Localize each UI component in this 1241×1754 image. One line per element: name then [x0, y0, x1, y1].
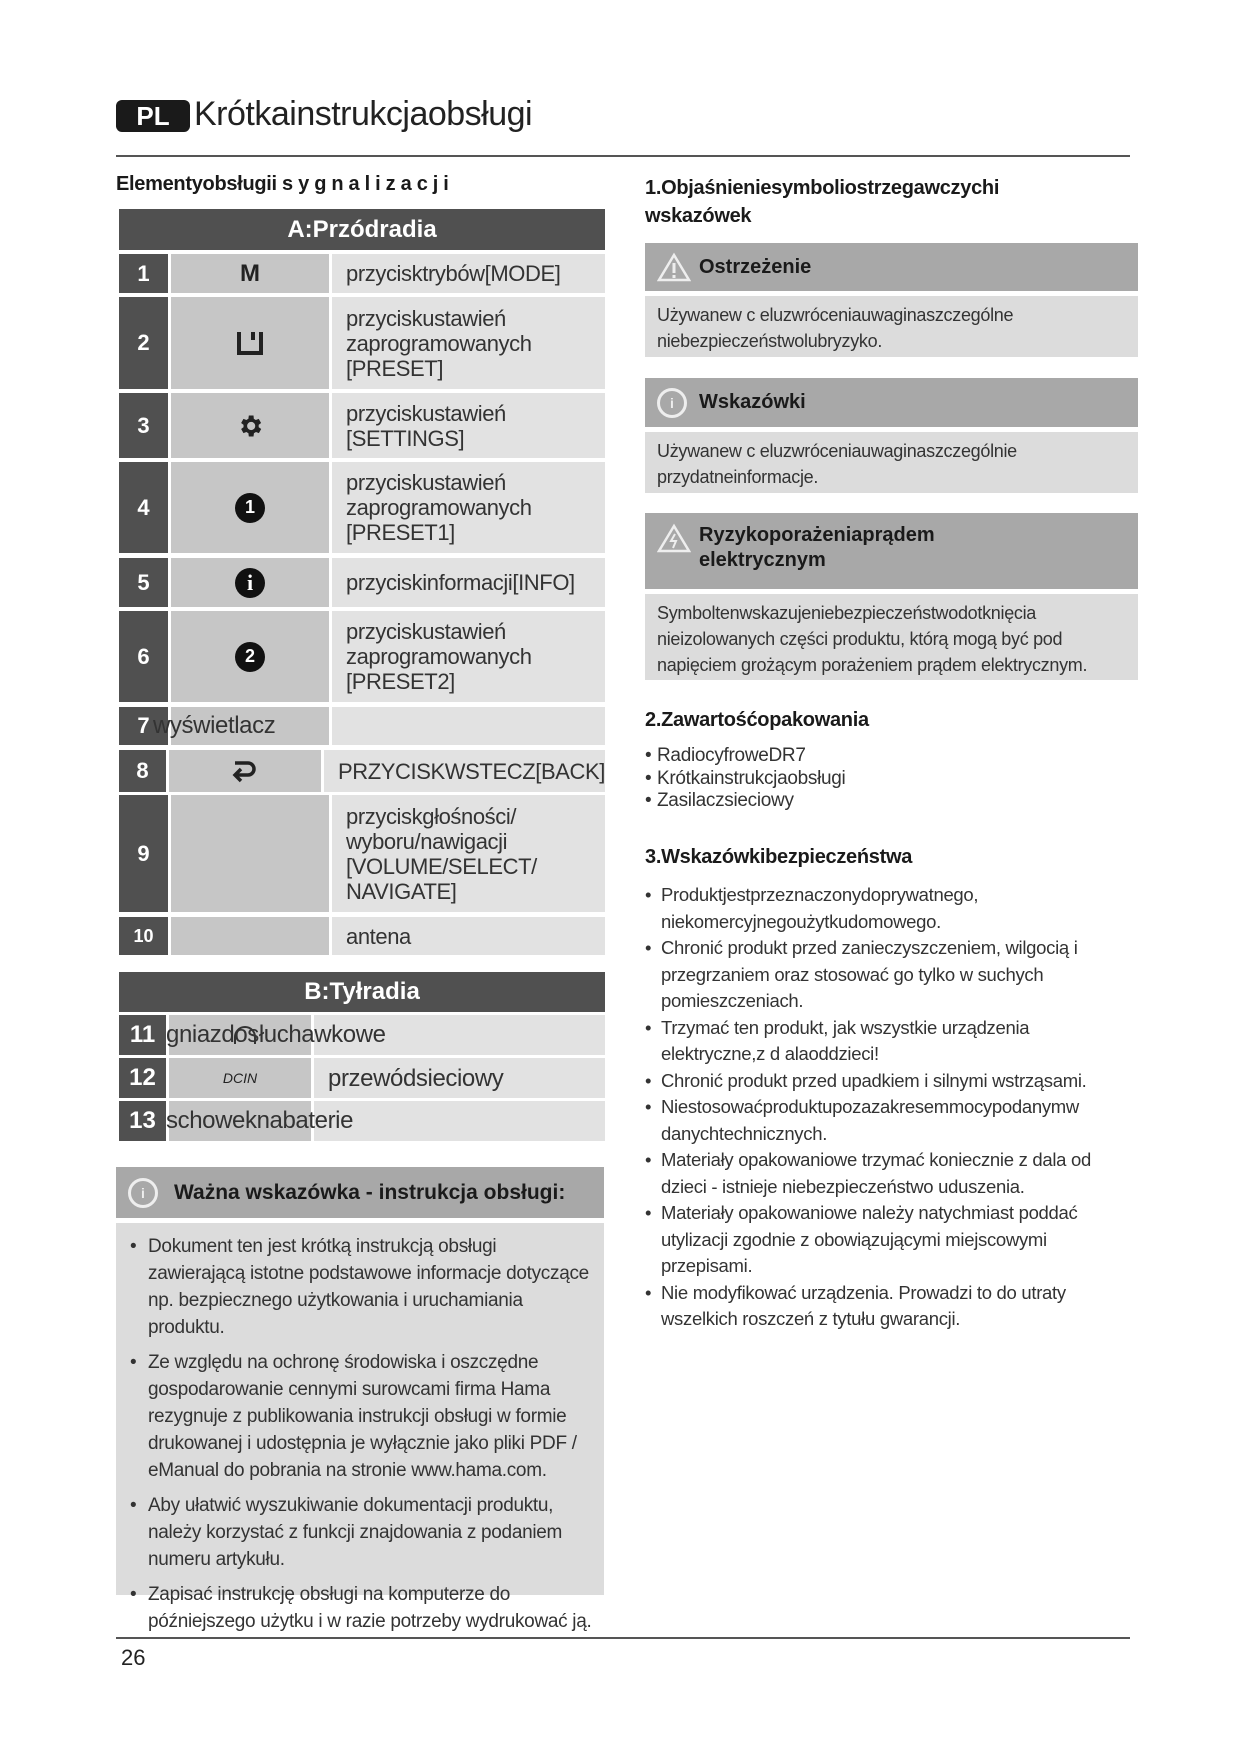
warning-icon	[657, 252, 691, 282]
row-number: 7	[119, 707, 168, 745]
table-back-title: B:Tyłradia	[119, 972, 605, 1012]
table-row	[119, 254, 605, 293]
hint-box	[645, 378, 1138, 493]
list-item: • Aby ułatwić wyszukiwanie dokumentacji produktu, należy korzystać z funkcji znajdowania z podaniem numeru artykułu.	[130, 1492, 594, 1573]
preset-1-icon	[171, 462, 329, 553]
table-row	[119, 750, 605, 792]
row-number: 8	[119, 750, 166, 792]
footer-divider	[116, 1637, 1130, 1639]
mode-icon: M	[171, 254, 329, 293]
box-title: Wskazówki	[699, 391, 806, 413]
table-row	[119, 1058, 605, 1098]
row-number: 12	[119, 1058, 166, 1098]
row-description: przyciskustawień zaprogramowanych [PRESET1]	[332, 462, 605, 553]
back-arrow-icon	[169, 750, 321, 792]
list-item: • Niestosowaćproduktupozazakresemmocypodanymw danychtechnicznych.	[645, 1094, 1125, 1147]
row-description: przyciskustawień zaprogramowanych [PRESET2]	[332, 611, 605, 702]
section-1-heading: 1.Objaśnieniesymboliostrzegawczychi wskazówek	[645, 177, 1000, 227]
table-front	[119, 209, 605, 959]
warning-box	[645, 243, 1138, 357]
preset-1-label: 1	[235, 493, 265, 523]
list-item: • Materiały opakowaniowe należy natychmiast poddać utylizacji zgodnie z obowiązującymi miejscowymi przepisami.	[645, 1200, 1125, 1280]
list-item: • Zapisać instrukcję obsługi na komputerze do późniejszego użytku i w razie potrzeby wydrukować ją.	[130, 1581, 594, 1635]
preset-2-icon	[171, 611, 329, 702]
row-description: przyciskustawień zaprogramowanych [PRESET]	[332, 297, 605, 389]
row-description: przyciskinformacji[INFO]	[332, 558, 605, 607]
list-item: • Chronić produkt przed zanieczyszczeniem, wilgocią i przegrzaniem oraz stosować go tylko w suchych pomieszczeniach.	[645, 935, 1125, 1015]
controls-heading: Elementyobsługii s y g n a l i z a c j i	[116, 173, 449, 195]
table-row	[119, 297, 605, 389]
language-badge: PL	[116, 100, 190, 132]
list-item: • Dokument ten jest krótką instrukcją obsługi zawierającą istotne podstawowe informacje dotyczące np. bezpiecznego użytkowania i uruchamiania produktu.	[130, 1233, 594, 1341]
info-icon: i	[657, 388, 687, 418]
important-note-title: Ważna wskazówka - instrukcja obsługi:	[174, 1180, 566, 1204]
list-item: • Zasilaczsieciowy	[645, 790, 1125, 813]
header-divider	[116, 155, 1130, 157]
table-row	[119, 917, 605, 955]
row-number: 1	[119, 254, 168, 293]
table-row	[119, 1015, 605, 1055]
box-body: Używanew c eluzwróceniauwaginaszczególnie przydatneinformacje.	[645, 432, 1138, 493]
table-front-title: A:Przódradia	[119, 209, 605, 250]
table-row	[119, 393, 605, 458]
row-description: antena	[332, 917, 605, 955]
table-row	[119, 795, 605, 912]
info-icon: i	[128, 1178, 158, 1208]
row-number: 11	[119, 1015, 166, 1055]
row-description: gniazdosłuchawkowe	[166, 1021, 386, 1048]
preset-2-label: 2	[235, 642, 265, 672]
section-2-heading: 2.Zawartośćopakowania	[645, 709, 869, 731]
row-number: 10	[119, 917, 168, 955]
important-note-box	[116, 1167, 604, 1632]
row-number: 5	[119, 558, 168, 607]
row-number: 2	[119, 297, 168, 389]
electric-shock-box	[645, 513, 1138, 680]
table-row	[119, 462, 605, 553]
row-description: przewódsieciowy	[314, 1058, 605, 1098]
list-item: • Produktjestprzeznaczonydoprywatnego, niekomercyjnegoużytkudomowego.	[645, 882, 1125, 935]
box-title: Ostrzeżenie	[699, 255, 812, 278]
info-icon: i	[171, 558, 329, 607]
row-description: PRZYCISKWSTECZ[BACK]	[324, 750, 605, 792]
electric-shock-icon	[657, 523, 691, 553]
row-description: wyświetlacz	[153, 712, 276, 739]
row-number: 3	[119, 393, 168, 458]
list-item: • Materiały opakowaniowe trzymać koniecznie z dala od dzieci - istnieje niebezpieczeństwo uduszenia.	[645, 1147, 1125, 1200]
table-row	[119, 611, 605, 702]
preset-save-icon	[171, 297, 329, 389]
row-number: 9	[119, 795, 168, 912]
box-body: Używanew c eluzwróceniauwaginaszczególne niebezpieczeństwolubryzyko.	[645, 296, 1138, 357]
list-item: • Nie modyfikować urządzenia. Prowadzi to do utraty wszelkich roszczeń z tytułu gwarancji.	[645, 1280, 1125, 1333]
gear-icon	[171, 393, 329, 458]
list-item: • Ze względu na ochronę środowiska i oszczędne gospodarowanie cennymi surowcami firma Hama rezygnuje z publikowania instrukcji obsługi w formie drukowanej i udostępnia je wyłącznie jako pliki PDF / eManual do pobrania na stronie www.hama.com.	[130, 1349, 594, 1484]
page-title: Krótkainstrukcjaobsługi	[194, 95, 533, 133]
table-row	[119, 558, 605, 607]
row-description: schoweknabaterie	[166, 1107, 354, 1134]
row-number: 4	[119, 462, 168, 553]
box-title: Ryzykoporażeniaprądem elektrycznym	[699, 524, 935, 571]
page-number: 26	[121, 1645, 146, 1670]
row-description: przyciskgłośności/ wyboru/nawigacji [VOLUME/SELECT/ NAVIGATE]	[332, 795, 605, 912]
row-number: 13	[119, 1101, 166, 1141]
row-description: przyciskustawień [SETTINGS]	[332, 393, 605, 458]
list-item: • Chronić produkt przed upadkiem i silnymi wstrząsami.	[645, 1068, 1125, 1095]
section-3-heading: 3.Wskazówkibezpieczeństwa	[645, 846, 913, 868]
box-body: Symboltenwskazujeniebezpieczeństwodotknięcia nieizolowanych części produktu, którą mogą być pod napięciem grożącym porażeniem prądem elektrycznym.	[645, 594, 1138, 680]
table-back	[119, 972, 605, 1142]
table-row	[119, 1101, 605, 1141]
table-row	[119, 707, 605, 745]
list-item: • RadiocyfroweDR7	[645, 745, 1125, 768]
dc-in-label: DCIN	[169, 1058, 311, 1098]
row-number: 6	[119, 611, 168, 702]
list-item: • Krótkainstrukcjaobsługi	[645, 768, 1125, 791]
row-description: przycisktrybów[MODE]	[332, 254, 605, 293]
list-item: • Trzymać ten produkt, jak wszystkie urządzenia elektryczne,z d alaoddzieci!	[645, 1015, 1125, 1068]
